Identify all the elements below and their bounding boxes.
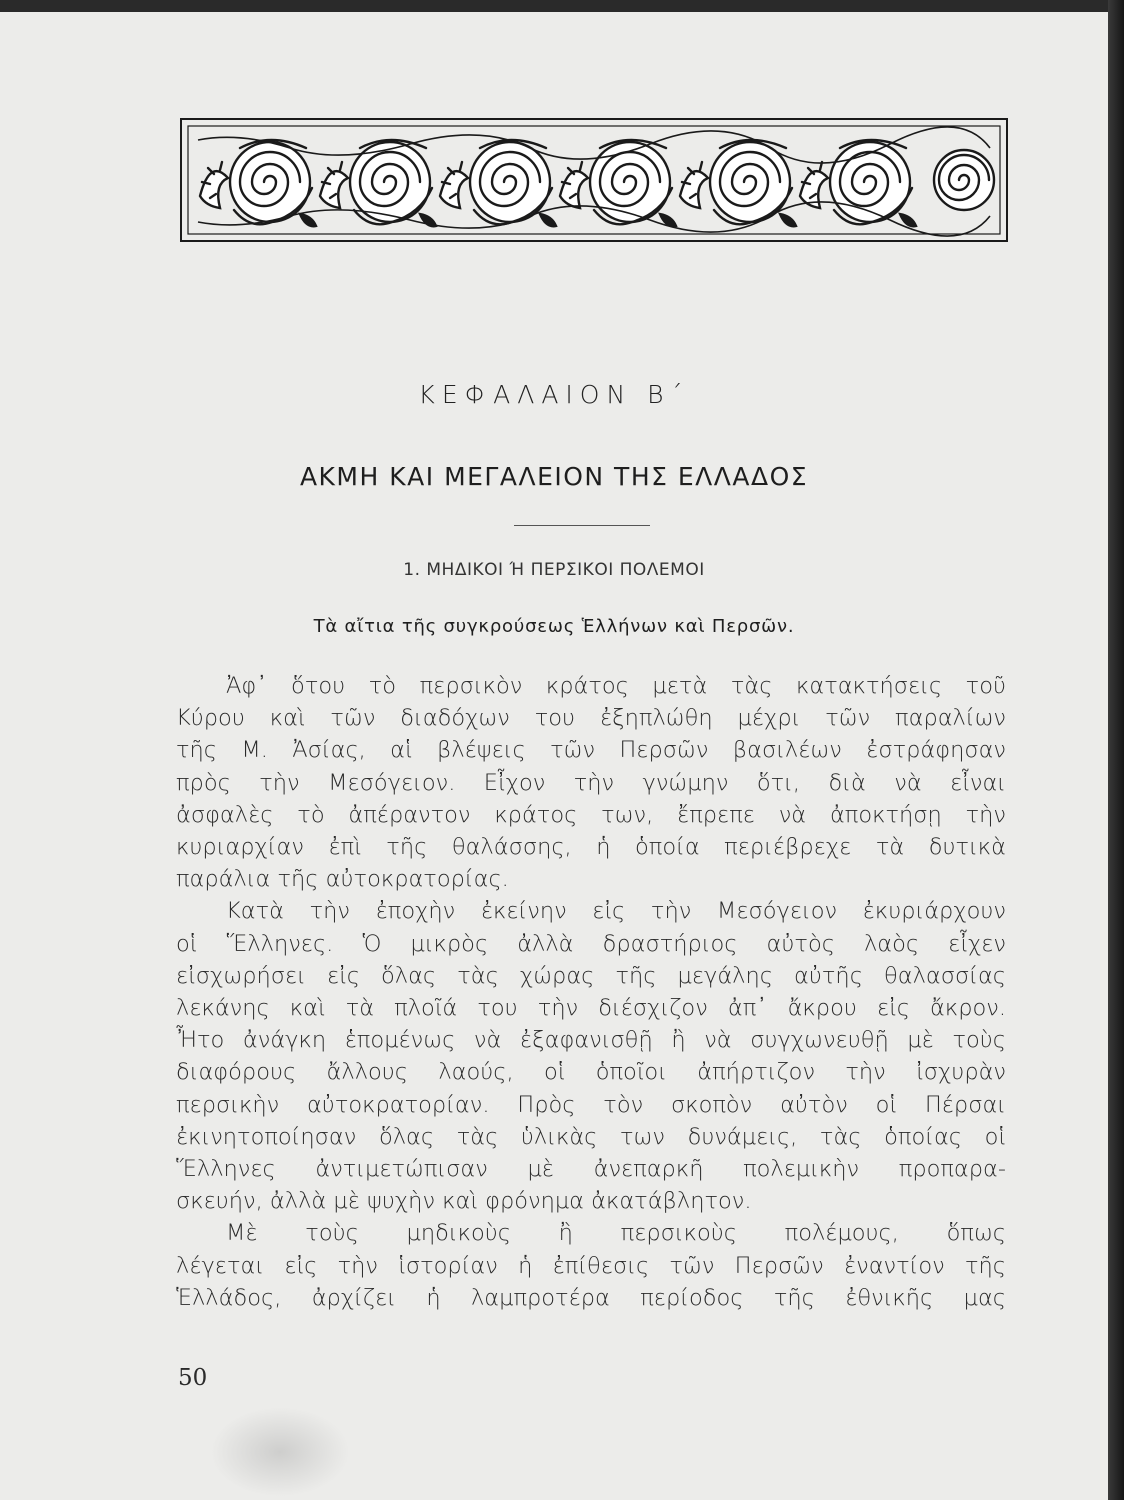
text-line: λεκάνης καὶ τὰ πλοῖά του τὴν διέσχιζον ἀπ᾽ ἄκρου εἰς ἄκρον. [176,995,1006,1022]
text-line: Ἕλληνες ἀντιμετώπισαν μὲ ἀνεπαρκῆ πολεμικὴν προπαρα- [176,1156,1006,1183]
text-line: διαφόρους ἄλλους λαούς, οἱ ὁποῖοι ἀπήρτιζον τὴν ἰσχυρὰν [176,1059,1006,1086]
paper-smudge [210,1407,350,1497]
text-line: σκευήν, ἀλλὰ μὲ ψυχὴν καὶ φρόνημα ἀκατάβλητον. [176,1188,752,1215]
scan-edge-shadow [1108,0,1124,1500]
text-line: οἱ Ἕλληνες. Ὁ μικρὸς ἀλλὰ δραστήριος αὐτὸς λαὸς εἶχεν [176,930,1006,957]
text-line: λέγεται εἰς τὴν ἱστορίαν ἡ ἐπίθεσις τῶν Περσῶν ἐναντίον τῆς [176,1252,1006,1279]
book-page [0,12,1108,1500]
text-line: παράλια τῆς αὐτοκρατορίας. [176,866,509,893]
text-line: περσικὴν αὐτοκρατορίαν. Πρὸς τὸν σκοπὸν αὐτὸν οἱ Πέρσαι [176,1091,1006,1118]
text-line: Μὲ τοὺς μηδικοὺς ἢ περσικοὺς πολέμους, ὅπως [226,1220,1006,1247]
text-line: εἰσχωρήσει εἰς ὅλας τὰς χώρας τῆς μεγάλης αὐτῆς θαλασσίας [176,962,1006,989]
text-line: Ἀφ᾽ ὅτου τὸ περσικὸν κράτος μετὰ τὰς κατακτήσεις τοῦ [226,673,1006,699]
text-line: ἀσφαλὲς τὸ ἀπέραντον κράτος των, ἔπρεπε νὰ ἀποκτήσῃ τὴν [176,801,1006,828]
acanthus-scroll-frieze-icon [180,118,1008,242]
text-line: κυριαρχίαν ἐπὶ τῆς θαλάσσης, ἡ ὁποία περιέβρεχε τὰ δυτικὰ [176,834,1006,861]
chapter-label: ΚΕΦΑΛΑΙΟΝ Β΄ [418,380,690,409]
text-line: Ἑλλάδος, ἀρχίζει ἡ λαμπροτέρα περίοδος τῆς ἐθνικῆς μας [176,1284,1006,1311]
text-line: Κατὰ τὴν ἐποχὴν ἐκείνην εἰς τὴν Μεσόγειον ἐκυριάρχουν [226,898,1006,925]
paragraph-1 [176,670,1006,895]
text-line: πρὸς τὴν Μεσόγειον. Εἶχον τὴν γνώμην ὅτι, διὰ νὰ εἶναι [176,769,1006,796]
paragraph-3 [176,1217,1006,1314]
text-line: τῆς Μ. Ἀσίας, αἱ βλέψεις τῶν Περσῶν βασιλέων ἐστράφησαν [176,737,1006,764]
section-heading: 1. ΜΗΔΙΚΟΙ Ή ΠΕΡΣΙΚΟΙ ΠΟΛΕΜΟΙ [403,560,705,580]
chapter-title: ΑΚΜΗ ΚΑΙ ΜΕΓΑΛΕΙΟΝ ΤΗΣ ΕΛΛΑΔΟΣ [299,462,809,491]
page-number: 50 [178,1365,208,1391]
title-divider [514,525,650,526]
text-line: Ἦτο ἀνάγκη ἑπομένως νὰ ἐξαφανισθῇ ἢ νὰ συγχωνευθῇ μὲ τοὺς [176,1027,1006,1054]
ornament-frieze [180,118,1008,242]
paragraph-2 [176,895,1006,1217]
text-line: ἐκινητοποίησαν ὅλας τὰς ὑλικὰς των δυνάμεις, τὰς ὁποίας οἱ [176,1123,1006,1150]
body-text [176,670,1006,1314]
text-line: Κύρου καὶ τῶν διαδόχων του ἐξηπλώθη μέχρι τῶν παραλίων [176,705,1006,732]
section-subtitle: Τὰ αἴτια τῆς συγκρούσεως Ἑλλήνων καὶ Περσῶν. [313,616,795,637]
